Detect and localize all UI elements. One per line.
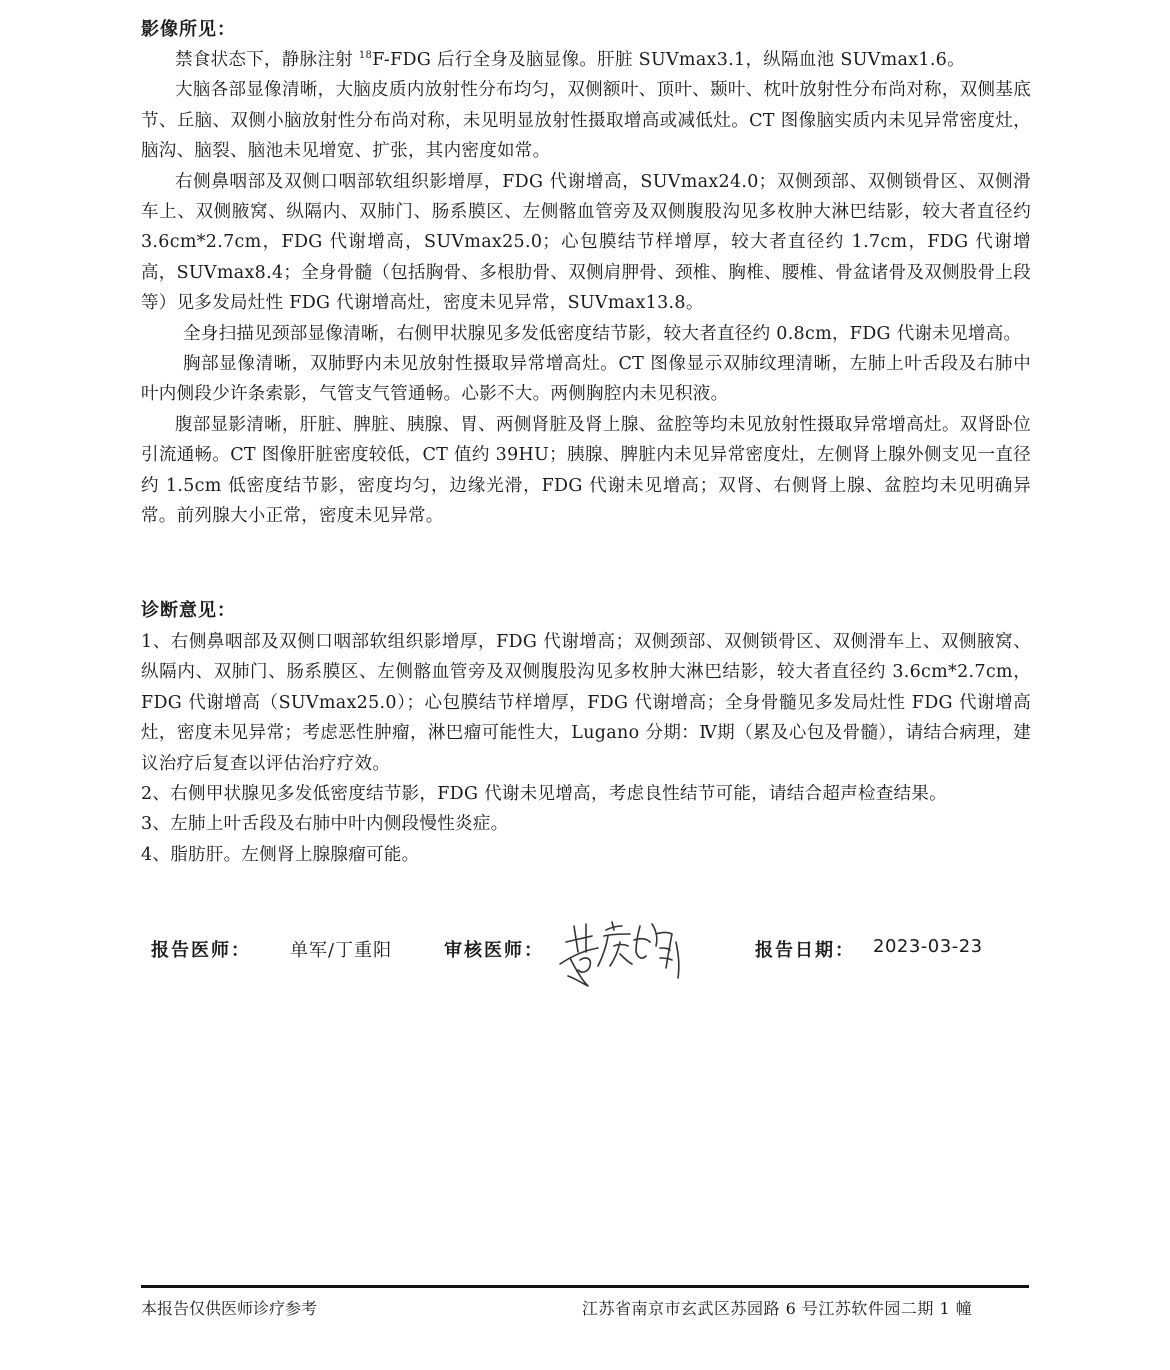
isotope-superscript: 18 — [358, 50, 373, 61]
diagnosis-item-4: 4、脂肪肝。左侧肾上腺腺瘤可能。 — [141, 844, 420, 865]
findings-paragraph-3: 右侧鼻咽部及双侧口咽部软组织影增厚，FDG 代谢增高，SUVmax24.0；双侧颈部、双侧锁骨区、双侧滑车上、双侧腋窝、纵隔内、双肺门、肠系膜区、左侧髂血管旁及双侧腹股沟见多枚肿大淋巴结影，较大者直径约 3.6cm*2.7cm，FDG 代谢增高，SUVmax25.0；心包膜结节样增厚，较大者直径约 1.7cm，FDG 代谢增高，SUVmax8.4；全身骨髓（包括胸骨、多根肋骨、双侧肩胛骨、颈椎、胸椎、腰椎、骨盆诸骨及双侧股骨上段等）见多发局灶性 FDG 代谢增高灶，密度未见异常，SUVmax13.8。 — [141, 171, 1031, 314]
signature-row — [0, 930, 1170, 990]
findings-paragraph-2: 大脑各部显像清晰，大脑皮质内放射性分布均匀，双侧额叶、顶叶、颞叶、枕叶放射性分布尚对称，双侧基底节、丘脑、双侧小脑放射性分布尚对称，未见明显放射性摄取增高或减低灶。CT 图像脑实质内未见异常密度灶，脑沟、脑裂、脑池未见增宽、扩张，其内密度如常。 — [141, 80, 1031, 162]
diagnosis-item-2: 2、右侧甲状腺见多发低密度结节影，FDG 代谢未见增高，考虑良性结节可能，请结合超声检查结果。 — [141, 784, 947, 805]
diagnosis-item-1: 1、右侧鼻咽部及双侧口咽部软组织影增厚，FDG 代谢增高；双侧颈部、双侧锁骨区、双侧滑车上、双侧腋窝、纵隔内、双肺门、肠系膜区、左侧髂血管旁及双侧腹股沟见多枚肿大淋巴结影，较大者直径约 3.6cm*2.7cm，FDG 代谢增高（SUVmax25.0）；心包膜结节样增厚，FDG 代谢增高；全身骨髓见多发局灶性 FDG 代谢增高灶，密度未见异常；考虑恶性肿瘤，淋巴瘤可能性大，Lugano 分期：Ⅳ期（累及心包及骨髓），请结合病理，建议治疗后复查以评估治疗疗效。 — [141, 632, 1031, 774]
reviewer-label: 审核医师： — [444, 940, 544, 961]
findings-paragraph-1 — [141, 45, 1031, 75]
findings-p1-text: 禁食状态下，静脉注射 — [175, 50, 359, 70]
footer-address: 江苏省南京市玄武区苏园路 6 号江苏软件园二期 1 幢 — [582, 1299, 973, 1318]
findings-paragraph-5: 胸部显像清晰，双肺野内未见放射性摄取异常增高灶。CT 图像显示双肺纹理清晰，左肺上叶舌段及右肺中叶内侧段少许条索影，气管支气管通畅。心影不大。两侧胸腔内未见积液。 — [141, 354, 1031, 405]
reporter-name: 单军/丁重阳 — [290, 940, 393, 961]
footer-disclaimer: 本报告仅供医师诊疗参考 — [141, 1299, 318, 1318]
findings-body — [141, 45, 1031, 532]
diagnosis-item-3: 3、左肺上叶舌段及右肺中叶内侧段慢性炎症。 — [141, 814, 509, 835]
diagnosis-body — [141, 627, 1031, 870]
handwritten-signature — [552, 912, 692, 992]
diagnosis-title: 诊断意见： — [141, 600, 236, 621]
findings-paragraph-4: 全身扫描见颈部显像清晰，右侧甲状腺见多发低密度结节影，较大者直径约 0.8cm，FDG 代谢未见增高。 — [183, 323, 1022, 344]
findings-paragraph-6: 腹部显影清晰，肝脏、脾脏、胰腺、胃、两侧肾脏及肾上腺、盆腔等均未见放射性摄取异常增高灶。双肾卧位引流通畅。CT 图像肝脏密度较低，CT 值约 39HU；胰腺、脾脏内未见异常密度灶，左侧肾上腺外侧支见一直径约 1.5cm 低密度结节影，密度均匀，边缘光滑，FDG 代谢未见增高；双肾、右侧肾上腺、盆腔均未见明确异常。前列腺大小正常，密度未见异常。 — [141, 414, 1031, 527]
findings-p1-text-2: F-FDG 后行全身及脑显像。肝脏 SUVmax3.1，纵隔血池 SUVmax1.6。 — [372, 50, 965, 70]
findings-title: 影像所见： — [141, 19, 236, 40]
reporter-label: 报告医师： — [151, 940, 251, 961]
footer-divider — [141, 1285, 1029, 1288]
date-label: 报告日期： — [755, 940, 855, 961]
report-date: 2023-03-23 — [873, 936, 983, 957]
